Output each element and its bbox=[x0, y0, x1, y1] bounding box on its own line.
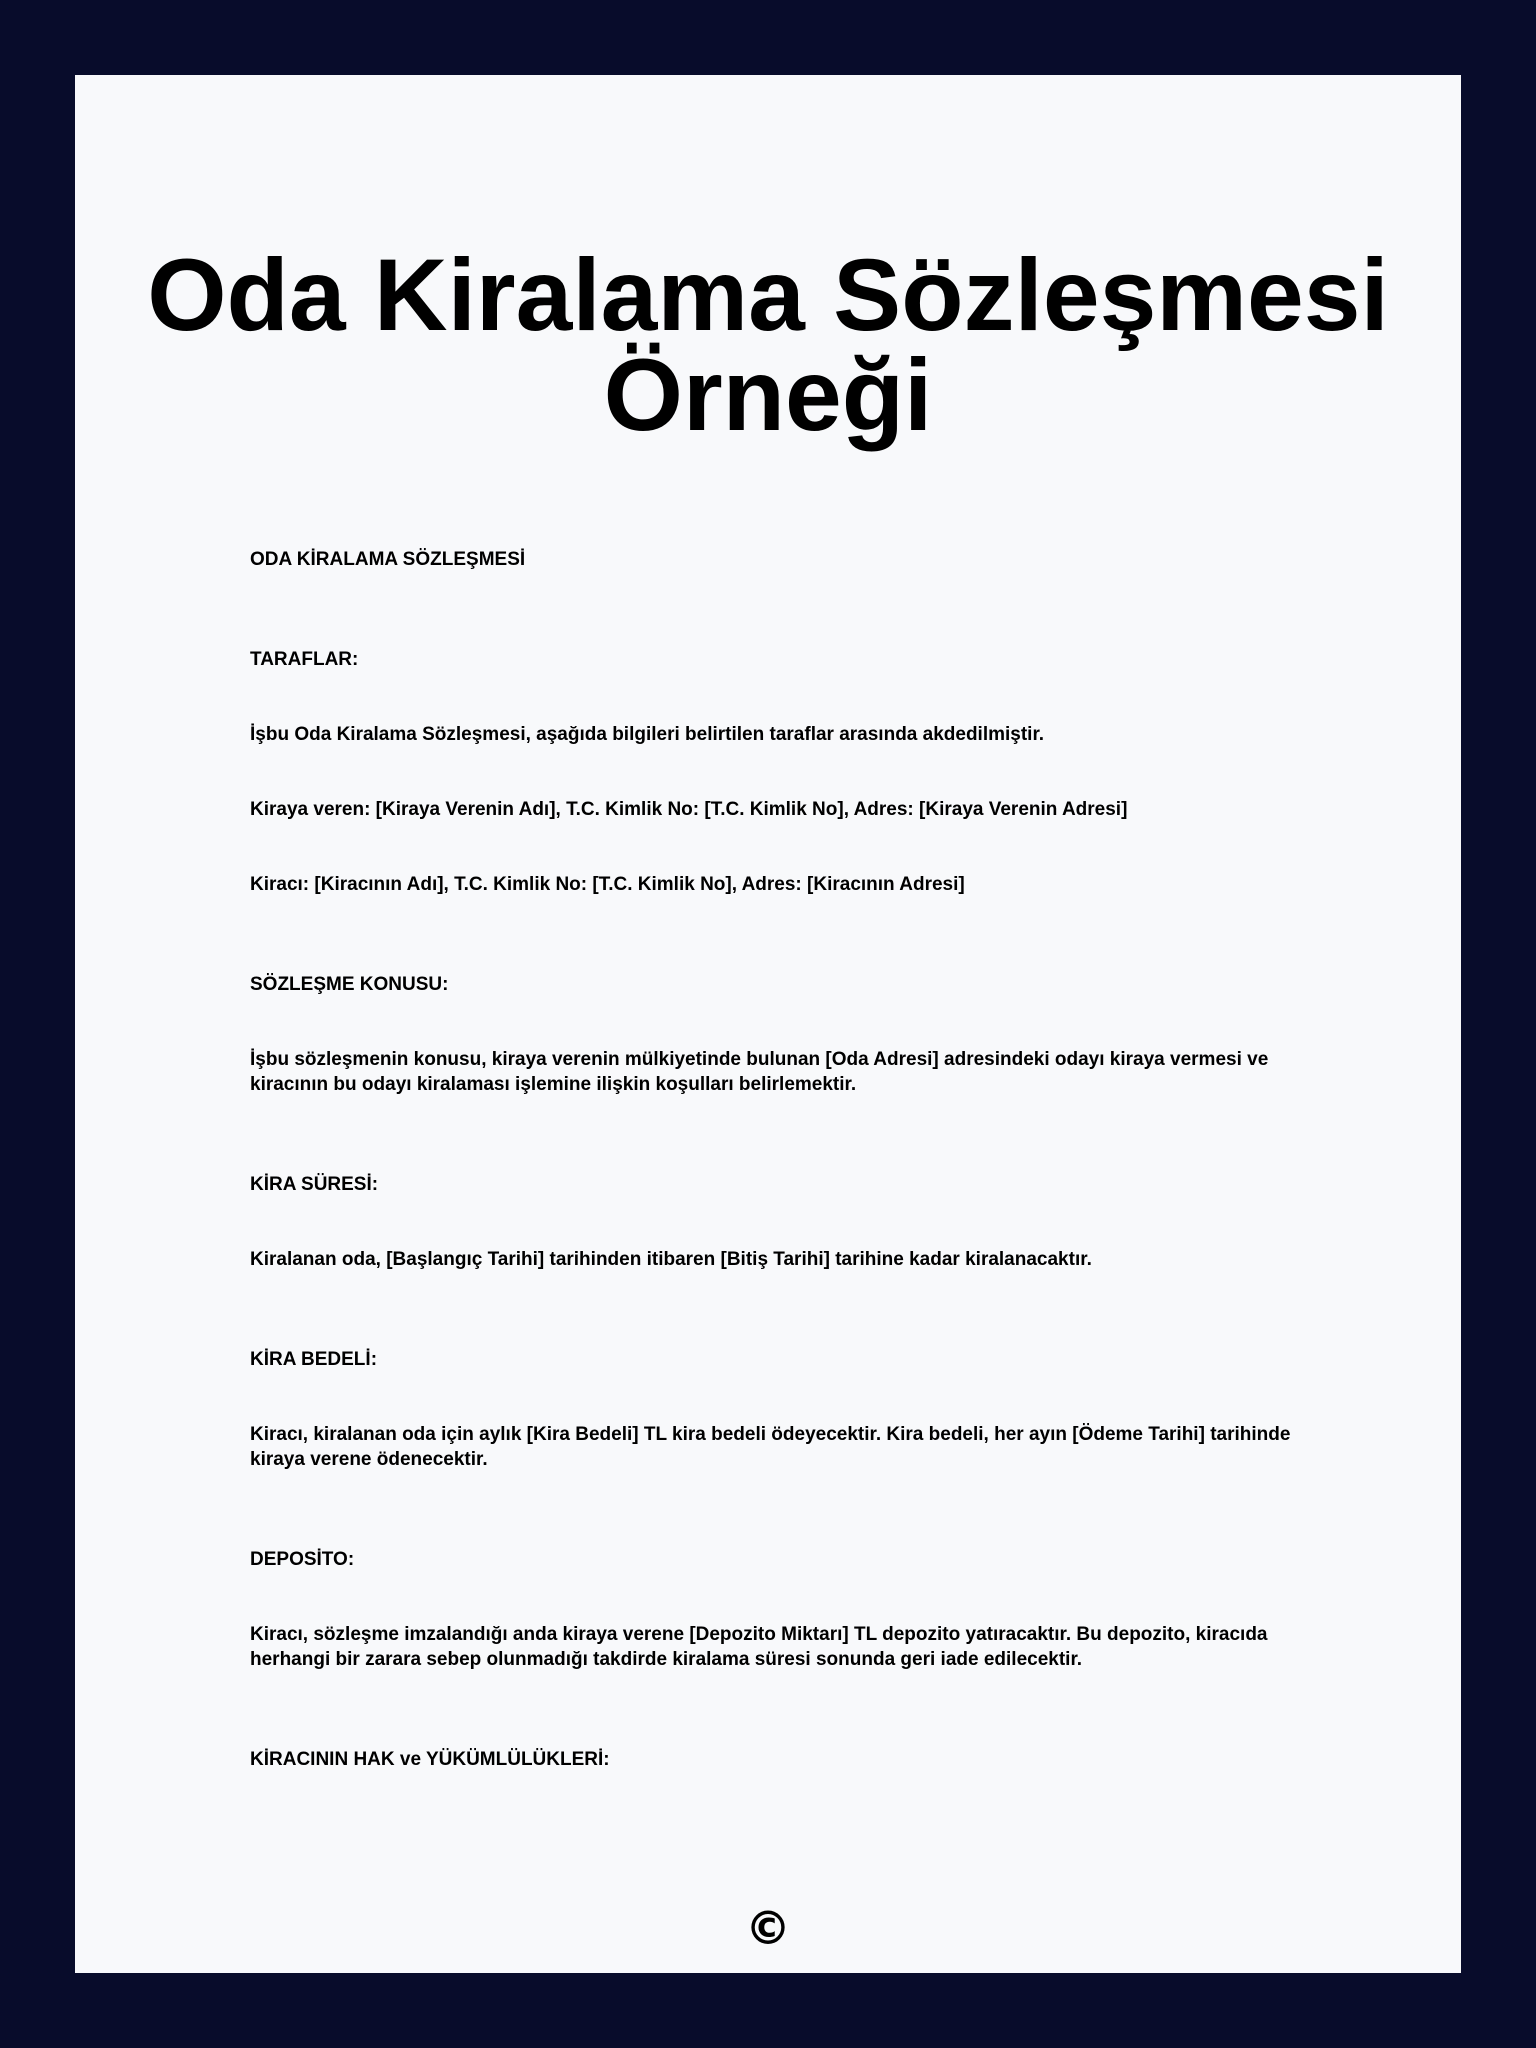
deposit-text: Kiracı, sözleşme imzalandığı anda kiraya verene [Depozito Miktarı] TL depozito yatıracaktır. Bu depozito, kiracıda herhangi bir zarara sebep olunmadığı takdirde kiralama süresi sonunda geri iade edilecektir. bbox=[250, 1624, 1268, 1670]
copyright-icon: © bbox=[745, 1901, 791, 1955]
document-body bbox=[250, 547, 1350, 1772]
document-title bbox=[75, 238, 1461, 452]
document-title-line-2: Örneği bbox=[603, 338, 933, 452]
term-text: Kiralanan oda, [Başlangıç Tarihi] tarihinden itibaren [Bitiş Tarihi] tarihine kadar kiralanacaktır. bbox=[250, 1249, 1092, 1270]
document-title-line-1: Oda Kiralama Sözleşmesi bbox=[147, 238, 1389, 352]
subject-text: İşbu sözleşmenin konusu, kiraya verenin mülkiyetinde bulunan [Oda Adresi] adresindeki odayı kiraya vermesi ve kiracının bu odayı kiralaması işlemine ilişkin koşulları belirlemektir. bbox=[250, 1049, 1269, 1095]
section-heading-tenant-rights: KİRACININ HAK ve YÜKÜMLÜLÜKLERİ: bbox=[250, 1749, 610, 1770]
parties-intro: İşbu Oda Kiralama Sözleşmesi, aşağıda bilgileri belirtilen taraflar arasında akdedilmiştir. bbox=[250, 724, 1045, 745]
rent-text: Kiracı, kiralanan oda için aylık [Kira Bedeli] TL kira bedeli ödeyecektir. Kira bedeli, her ayın [Ödeme Tarihi] tarihinde kiraya verene ödenecektir. bbox=[250, 1424, 1291, 1470]
section-heading-term: KİRA SÜRESİ: bbox=[250, 1174, 379, 1195]
contract-heading: ODA KİRALAMA SÖZLEŞMESİ bbox=[250, 549, 526, 570]
parties-tenant: Kiracı: [Kiracının Adı], T.C. Kimlik No: [T.C. Kimlik No], Adres: [Kiracının Adresi] bbox=[250, 874, 965, 895]
section-heading-rent: KİRA BEDELİ: bbox=[250, 1349, 378, 1370]
section-heading-deposit: DEPOSİTO: bbox=[250, 1549, 355, 1570]
section-heading-parties: TARAFLAR: bbox=[250, 649, 359, 670]
parties-landlord: Kiraya veren: [Kiraya Verenin Adı], T.C. Kimlik No: [T.C. Kimlik No], Adres: [Kiraya Verenin Adresi] bbox=[250, 799, 1128, 820]
section-heading-subject: SÖZLEŞME KONUSU: bbox=[250, 974, 449, 995]
document-page bbox=[75, 75, 1461, 1973]
